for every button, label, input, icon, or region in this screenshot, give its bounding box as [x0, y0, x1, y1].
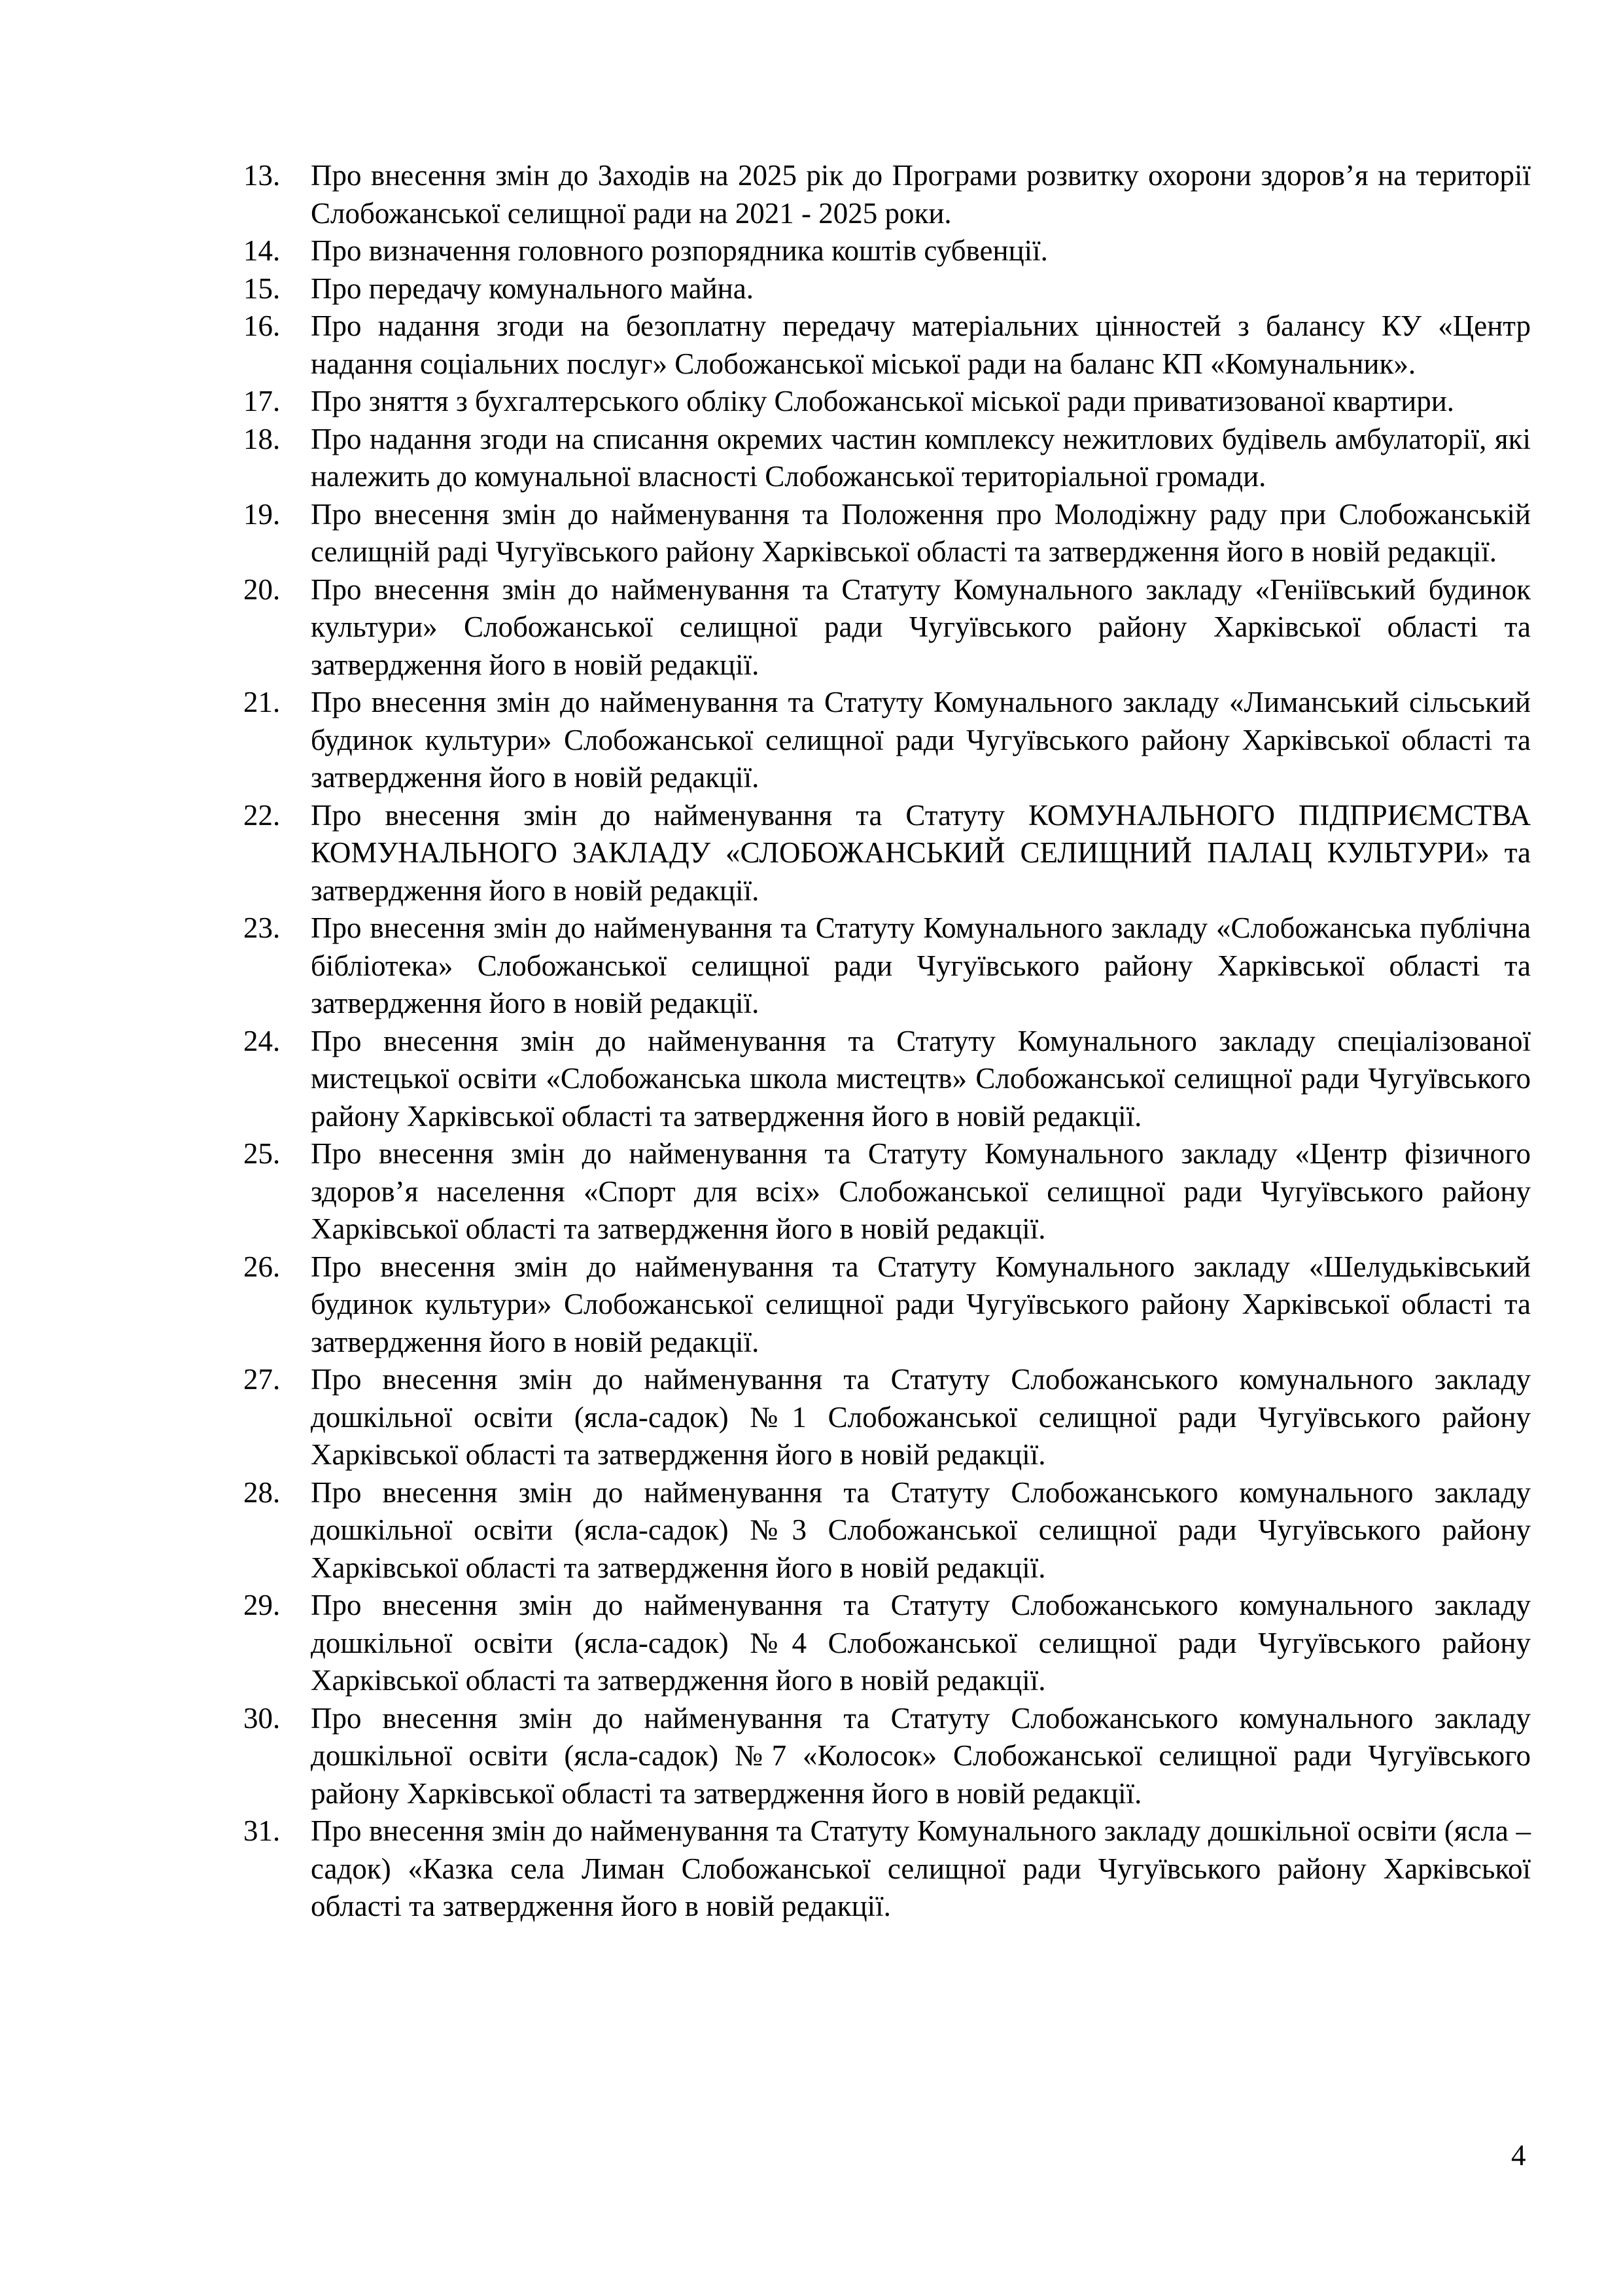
list-item: [242, 1248, 1531, 1362]
item-text: Про внесення змін до найменування та Статуту Комунального закладу «Геніївський будинок культури» Слобожанської селищної ради Чугуївського району Харківської області та затвердження його в новій редакції.: [311, 573, 1531, 681]
item-text: Про зняття з бухгалтерського обліку Слобожанської міської ради приватизованої квартири.: [311, 385, 1455, 417]
item-number: 30.: [243, 1701, 281, 1735]
item-text: Про внесення змін до найменування та Статуту Слобожанського комунального закладу дошкільної освіти (ясла-садок) №4 Слобожанської селищної ради Чугуївського району Харківської області та затвердження його в новій редакції.: [311, 1589, 1531, 1697]
item-number: 21.: [243, 686, 281, 718]
item-text: Про внесення змін до найменування та Статуту Комунального закладу дошкільної освіти (ясла – садок) «Казка села Лиман Слобожанської селищної ради Чугуївського району Харківської області та затвердження його в новій редакції.: [311, 1814, 1531, 1922]
item-number: 23.: [243, 911, 281, 944]
list-item: [242, 797, 1531, 910]
item-text: Про внесення змін до Заходів на 2025 рік до Програми розвитку охорони здоров’я на території Слобожанської селищної ради на 2021 - 2025 роки.: [311, 159, 1531, 230]
item-number: 27.: [243, 1363, 281, 1396]
item-text: Про внесення змін до найменування та Статуту КОМУНАЛЬНОГО ПІДПРИЄМСТВА КОМУНАЛЬНОГО ЗАКЛАДУ «СЛОБОЖАНСЬКИЙ СЕЛИЩНИЙ ПАЛАЦ КУЛЬТУРИ» та затвердження його в новій редакції.: [311, 798, 1531, 907]
item-number: 15.: [243, 272, 281, 305]
agenda-list: [242, 157, 1531, 1926]
item-text: Про визначення головного розпорядника коштів субвенції.: [311, 234, 1048, 267]
list-item: [242, 421, 1531, 496]
list-item: [242, 383, 1531, 421]
list-item: [242, 1812, 1531, 1926]
list-item: [242, 684, 1531, 797]
item-text: Про внесення змін до найменування та Статуту Комунального закладу «Шелудьківський будинок культури» Слобожанської селищної ради Чугуївського району Харківської області та затвердження його в новій редакції.: [311, 1250, 1531, 1358]
item-number: 13.: [243, 159, 281, 192]
list-item: [242, 308, 1531, 383]
list-item: [242, 1700, 1531, 1813]
item-text: Про внесення змін до найменування та Статуту Слобожанського комунального закладу дошкільної освіти (ясла-садок) №1 Слобожанської селищної ради Чугуївського району Харківської області та затвердження його в новій редакції.: [311, 1363, 1531, 1471]
list-item: [242, 1474, 1531, 1587]
item-number: 22.: [243, 798, 281, 832]
item-number: 18.: [243, 422, 281, 455]
list-item: [242, 1361, 1531, 1474]
item-text: Про надання згоди на списання окремих частин комплексу нежитлових будівель амбулаторії, які належить до комунальної власності Слобожанської територіальної громади.: [311, 422, 1531, 493]
item-number: 28.: [243, 1475, 281, 1509]
list-item: [242, 1023, 1531, 1136]
item-number: 16.: [243, 309, 281, 342]
list-item: [242, 270, 1531, 308]
item-number: 20.: [243, 573, 281, 606]
item-text: Про внесення змін до найменування та Статуту Слобожанського комунального закладу дошкільної освіти (ясла-садок) №7 «Колосок» Слобожанської селищної ради Чугуївського району Харківської області та затвердження його в новій редакції.: [311, 1701, 1531, 1810]
list-item: [242, 496, 1531, 571]
list-item: [242, 571, 1531, 684]
item-text: Про надання згоди на безоплатну передачу матеріальних цінностей з балансу КУ «Центр надання соціальних послуг» Слобожанської міської ради на баланс КП «Комунальник».: [311, 309, 1531, 380]
item-text: Про внесення змін до найменування та Статуту Комунального закладу спеціалізованої мистецької освіти «Слобожанська школа мистецтв» Слобожанської селищної ради Чугуївського району Харківської області та затвердження його в новій редакції.: [311, 1024, 1531, 1133]
document-body: [242, 157, 1531, 1926]
item-number: 26.: [243, 1250, 281, 1283]
item-number: 29.: [243, 1589, 281, 1621]
item-number: 25.: [243, 1137, 281, 1170]
item-text: Про внесення змін до найменування та Статуту Слобожанського комунального закладу дошкільної освіти (ясла-садок) №3 Слобожанської селищної ради Чугуївського району Харківської області та затвердження його в новій редакції.: [311, 1475, 1531, 1584]
item-number: 19.: [243, 497, 281, 531]
item-text: Про передачу комунального майна.: [311, 272, 754, 305]
list-item: [242, 1587, 1531, 1700]
list-item: [242, 1135, 1531, 1248]
item-number: 17.: [243, 385, 281, 417]
list-item: [242, 157, 1531, 232]
item-text: Про внесення змін до найменування та Статуту Комунального закладу «Слобожанська публічна бібліотека» Слобожанської селищної ради Чугуївського району Харківської області та затвердження його в новій редакції.: [311, 911, 1531, 1019]
list-item: [242, 232, 1531, 270]
item-number: 24.: [243, 1024, 281, 1057]
item-text: Про внесення змін до найменування та Статуту Комунального закладу «Центр фізичного здоров’я населення «Спорт для всіх» Слобожанської селищної ради Чугуївського району Харківської області та затвердження його в новій редакції.: [311, 1137, 1531, 1245]
item-number: 31.: [243, 1814, 281, 1847]
page-number: 4: [1511, 2139, 1526, 2172]
item-number: 14.: [243, 234, 281, 267]
item-text: Про внесення змін до найменування та Статуту Комунального закладу «Лиманський сільський будинок культури» Слобожанської селищної ради Чугуївського району Харківської області та затвердження його в новій редакції.: [311, 686, 1531, 794]
list-item: [242, 910, 1531, 1023]
item-text: Про внесення змін до найменування та Положення про Молодіжну раду при Слобожанській селищній раді Чугуївського району Харківської області та затвердження його в новій редакції.: [311, 497, 1531, 568]
